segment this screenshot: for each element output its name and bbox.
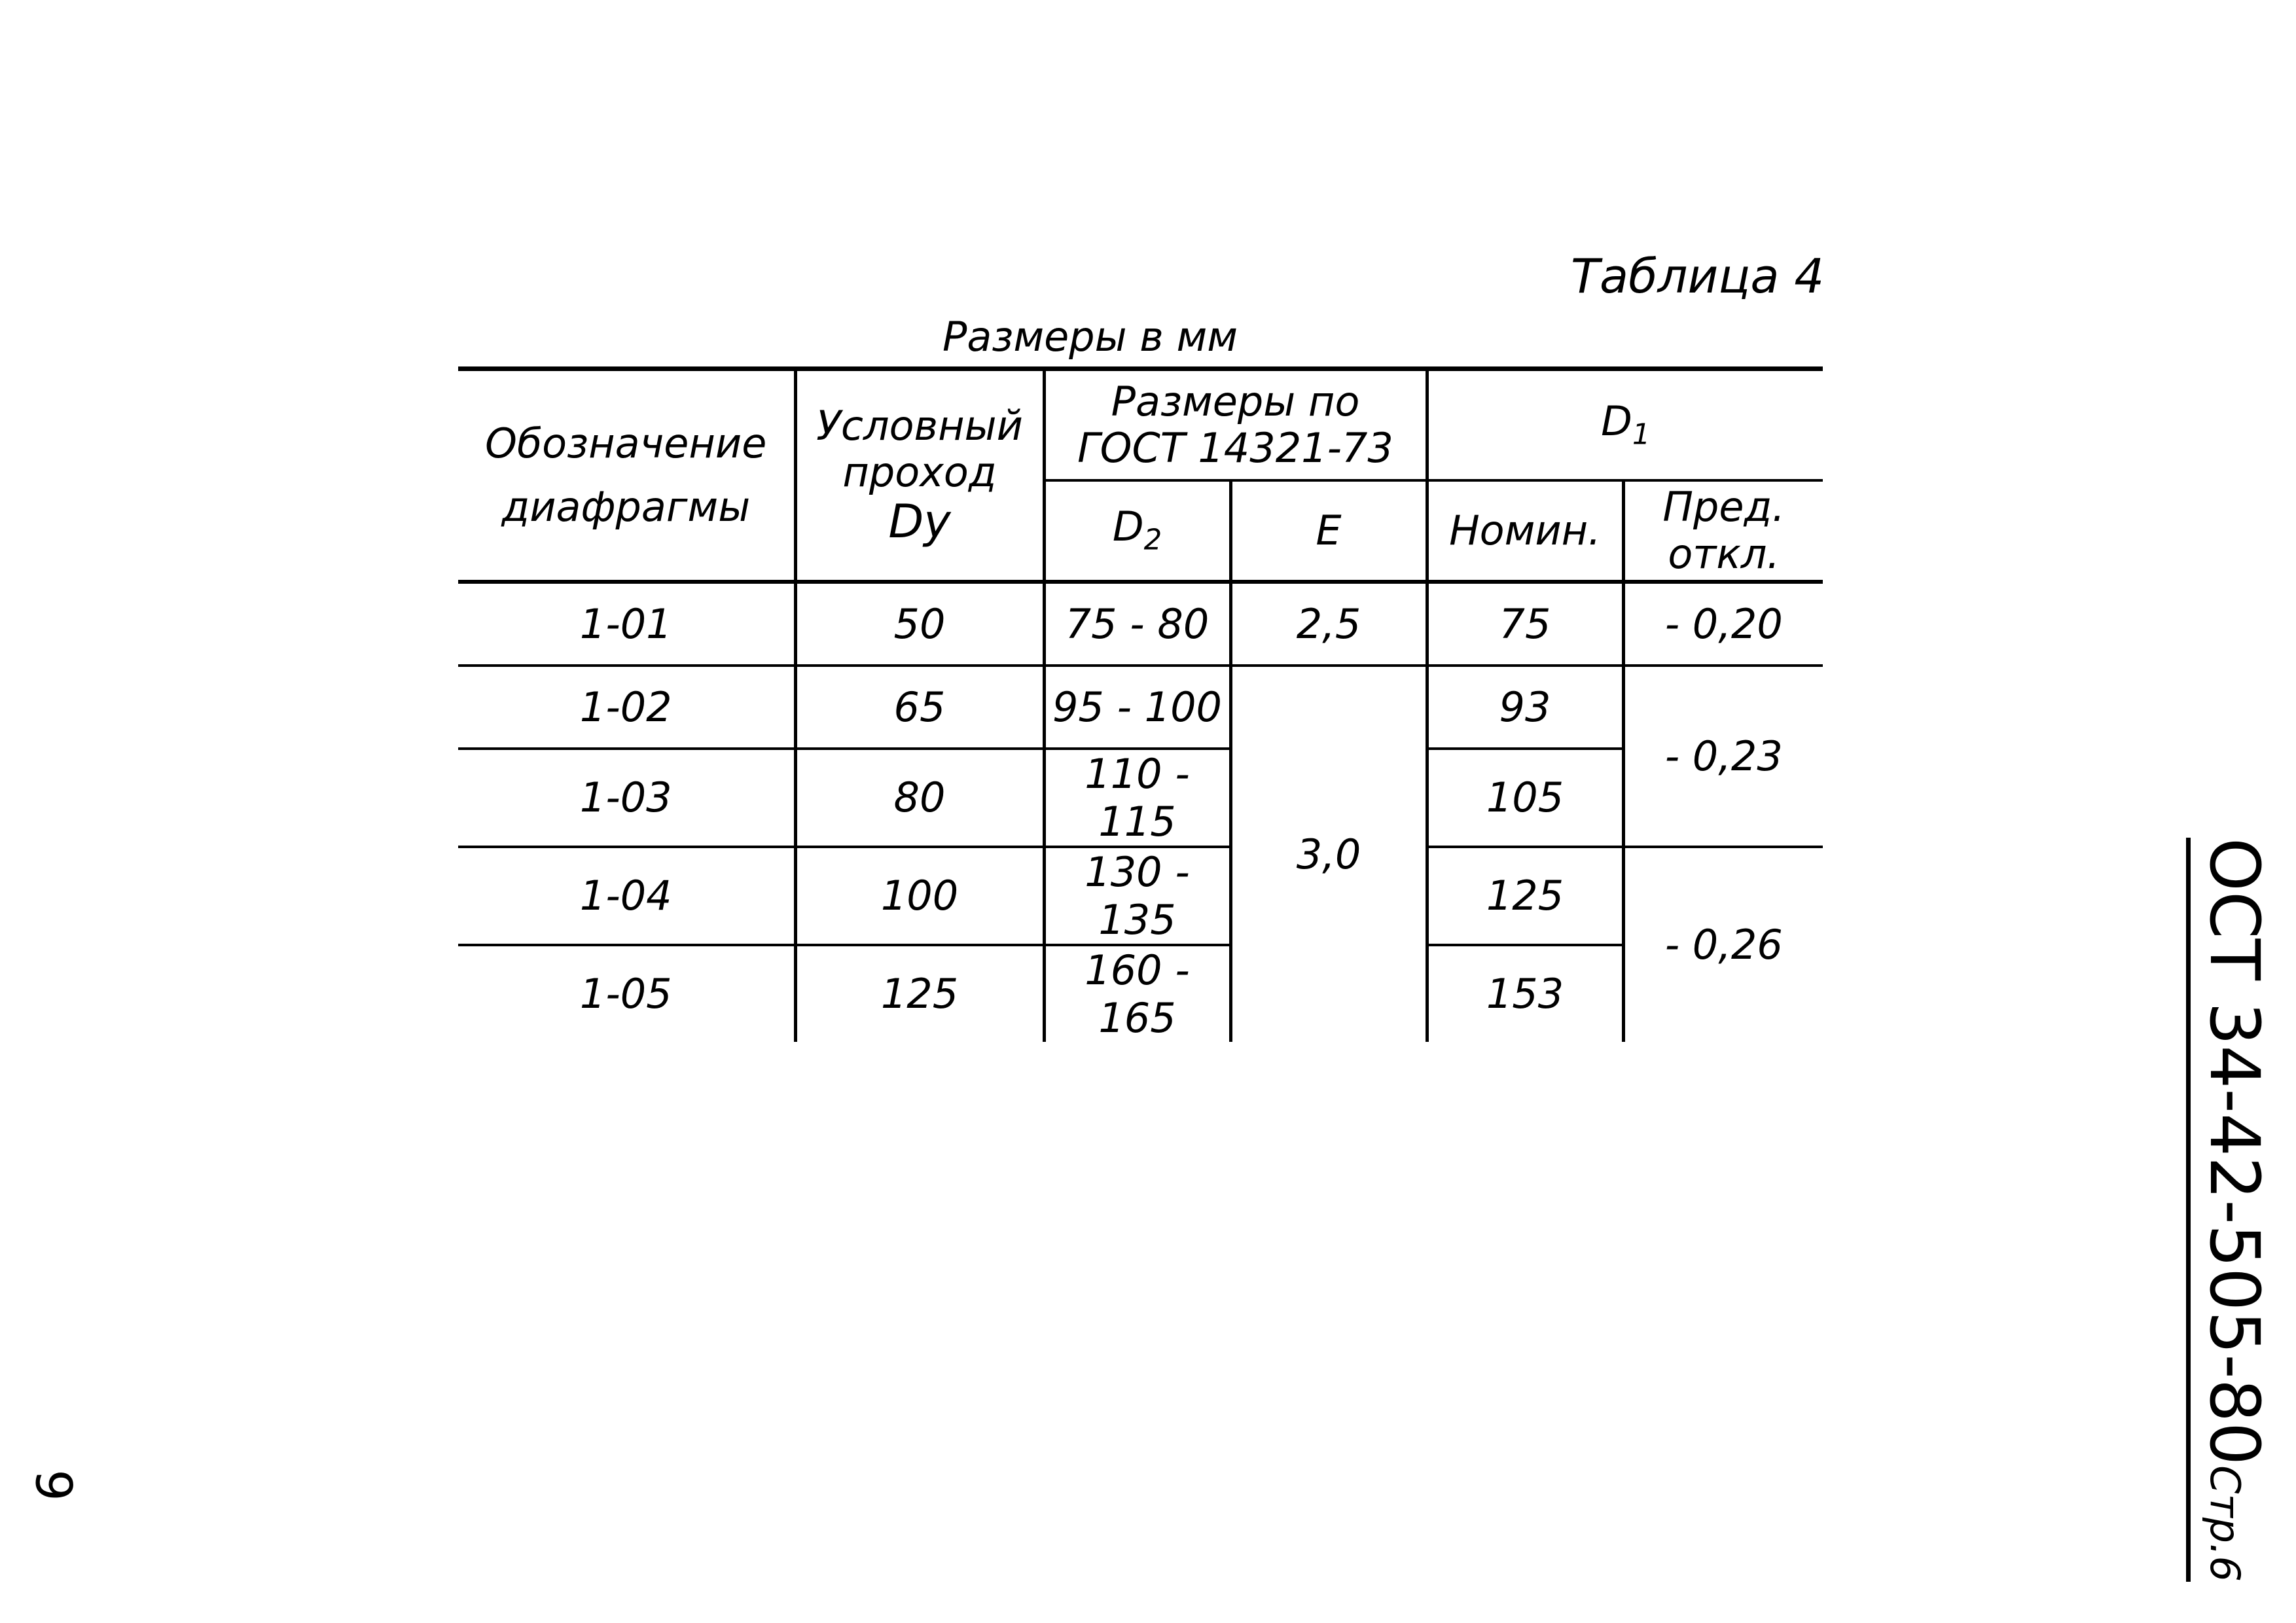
row-designation: 1-03 — [458, 749, 795, 847]
row-d2: 110 - 115 — [1044, 749, 1230, 847]
row-d2: 130 - 135 — [1044, 847, 1230, 945]
row-tolerance: - 0,23 — [1623, 666, 1823, 847]
row-d1-nominal: 105 — [1427, 749, 1623, 847]
row-dy: 100 — [795, 847, 1044, 945]
row-designation: 1-02 — [458, 666, 795, 749]
row-dy: 50 — [795, 582, 1044, 666]
table-row — [458, 666, 1823, 749]
row-designation: 1-01 — [458, 582, 795, 666]
row-designation: 1-04 — [458, 847, 795, 945]
table-row — [458, 749, 1823, 847]
document-code-stamp — [2137, 838, 2274, 1582]
header-designation: Обозначение диафрагмы — [458, 369, 795, 582]
table-caption: Таблица 4 — [1571, 249, 1825, 304]
row-designation: 1-05 — [458, 945, 795, 1042]
row-d2: 95 - 100 — [1044, 666, 1230, 749]
row-d1-nominal: 153 — [1427, 945, 1623, 1042]
row-dy: 65 — [795, 666, 1044, 749]
table-row — [458, 945, 1823, 1042]
page-reference: Стр.6 — [2201, 1465, 2249, 1582]
row-tolerance: - 0,20 — [1623, 582, 1823, 666]
row-e: 3,0 — [1230, 666, 1427, 1042]
row-dy: 125 — [795, 945, 1044, 1042]
header-nominal: Номин. — [1427, 480, 1623, 582]
table-row — [458, 847, 1823, 945]
row-dy: 80 — [795, 749, 1044, 847]
header-d2: $D_2$ — [1044, 480, 1230, 582]
header-e: E — [1230, 480, 1427, 582]
row-tolerance: - 0,26 — [1664, 921, 1783, 969]
document-code: ОСТ 34-42-505-80 — [2195, 838, 2274, 1466]
row-d1-nominal: 75 — [1427, 582, 1623, 666]
header-d1: $D_1$ — [1427, 369, 1823, 480]
row-d2: 160 - 165 — [1044, 945, 1230, 1042]
header-gost-dimensions: Размеры по ГОСТ 14321-73 — [1044, 369, 1427, 480]
page-number: 9 — [24, 1469, 83, 1501]
dimensions-table — [458, 366, 1823, 1042]
row-d1-nominal: 125 — [1427, 847, 1623, 945]
header-tolerance: Пред. откл. — [1623, 480, 1823, 582]
row-d2: 75 - 80 — [1044, 582, 1230, 666]
table-row — [458, 582, 1823, 666]
units-label: Размеры в мм — [942, 313, 1238, 361]
row-e: 2,5 — [1230, 582, 1427, 666]
row-d1-nominal: 93 — [1427, 666, 1623, 749]
header-nominal-bore: Условный проход Dy — [795, 369, 1044, 582]
